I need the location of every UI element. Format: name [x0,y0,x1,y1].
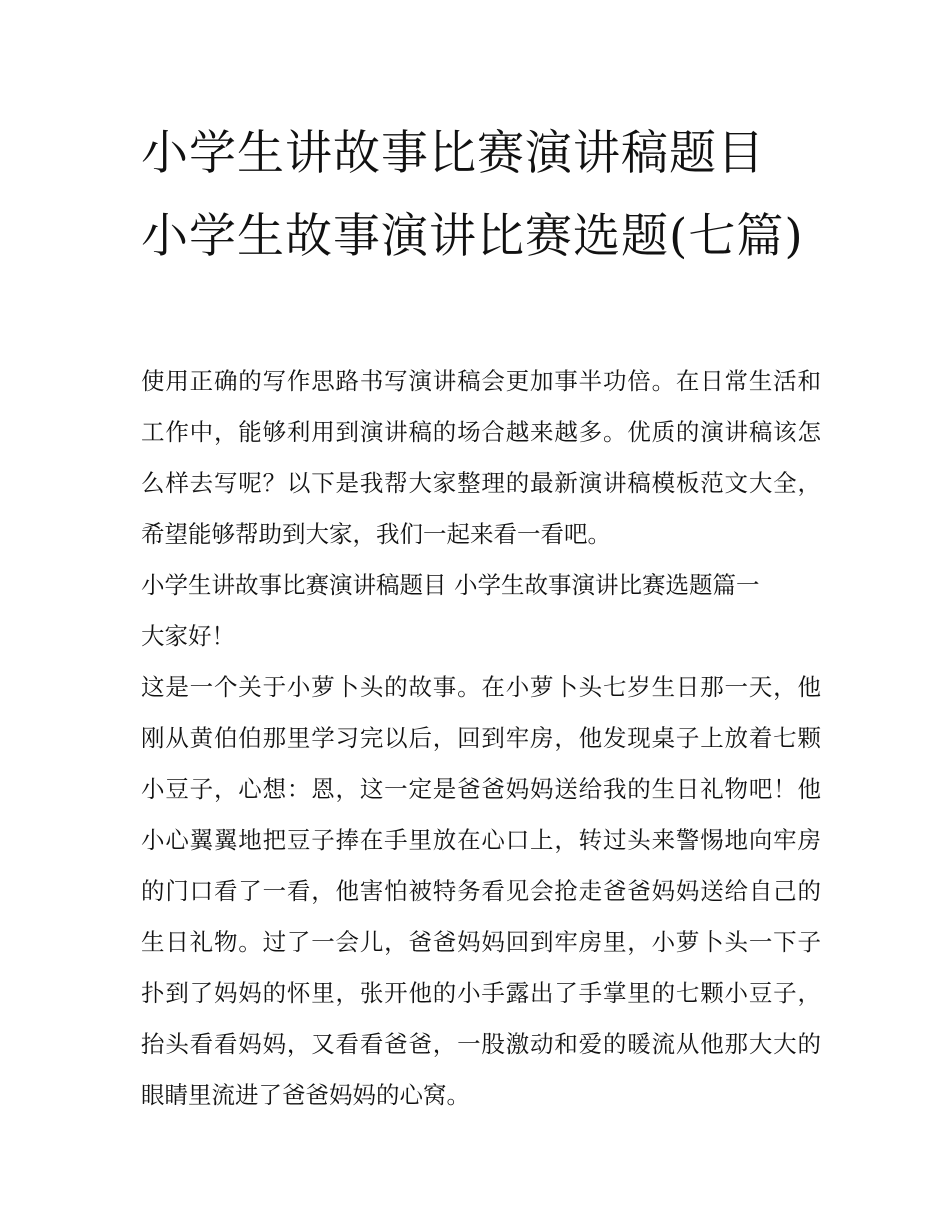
intro-paragraph: 使用正确的写作思路书写演讲稿会更加事半功倍。在日常生活和工作中，能够利用到演讲稿的场合越来越多。优质的演讲稿该怎么样去写呢？以下是我帮大家整理的最新演讲稿模板范文大全，希望能够帮助到大家，我们一起来看一看吧。 [141,367,821,548]
document-body [141,356,821,1121]
section-heading: 小学生讲故事比赛演讲稿题目 小学生故事演讲比赛选题篇一 [141,571,760,599]
greeting-paragraph: 大家好！ [141,622,235,650]
story-paragraph: 这是一个关于小萝卜头的故事。在小萝卜头七岁生日那一天，他刚从黄伯伯那里学习完以后，回到牢房，他发现桌子上放着七颗小豆子，心想：恩，这一定是爸爸妈妈送给我的生日礼物吧！他小心翼翼地把豆子捧在手里放在心口上，转过头来警惕地向牢房的门口看了一看，他害怕被特务看见会抢走爸爸妈妈送给自己的生日礼物。过了一会儿，爸爸妈妈回到牢房里，小萝卜头一下子扑到了妈妈的怀里，张开他的小手露出了手掌里的七颗小豆子，抬头看看妈妈，又看看爸爸，一股激动和爱的暖流从他那大大的眼睛里流进了爸爸妈妈的心窝。 [141,673,821,1109]
document-title: 小学生讲故事比赛演讲稿题目 小学生故事演讲比赛选题(七篇) [141,126,804,264]
